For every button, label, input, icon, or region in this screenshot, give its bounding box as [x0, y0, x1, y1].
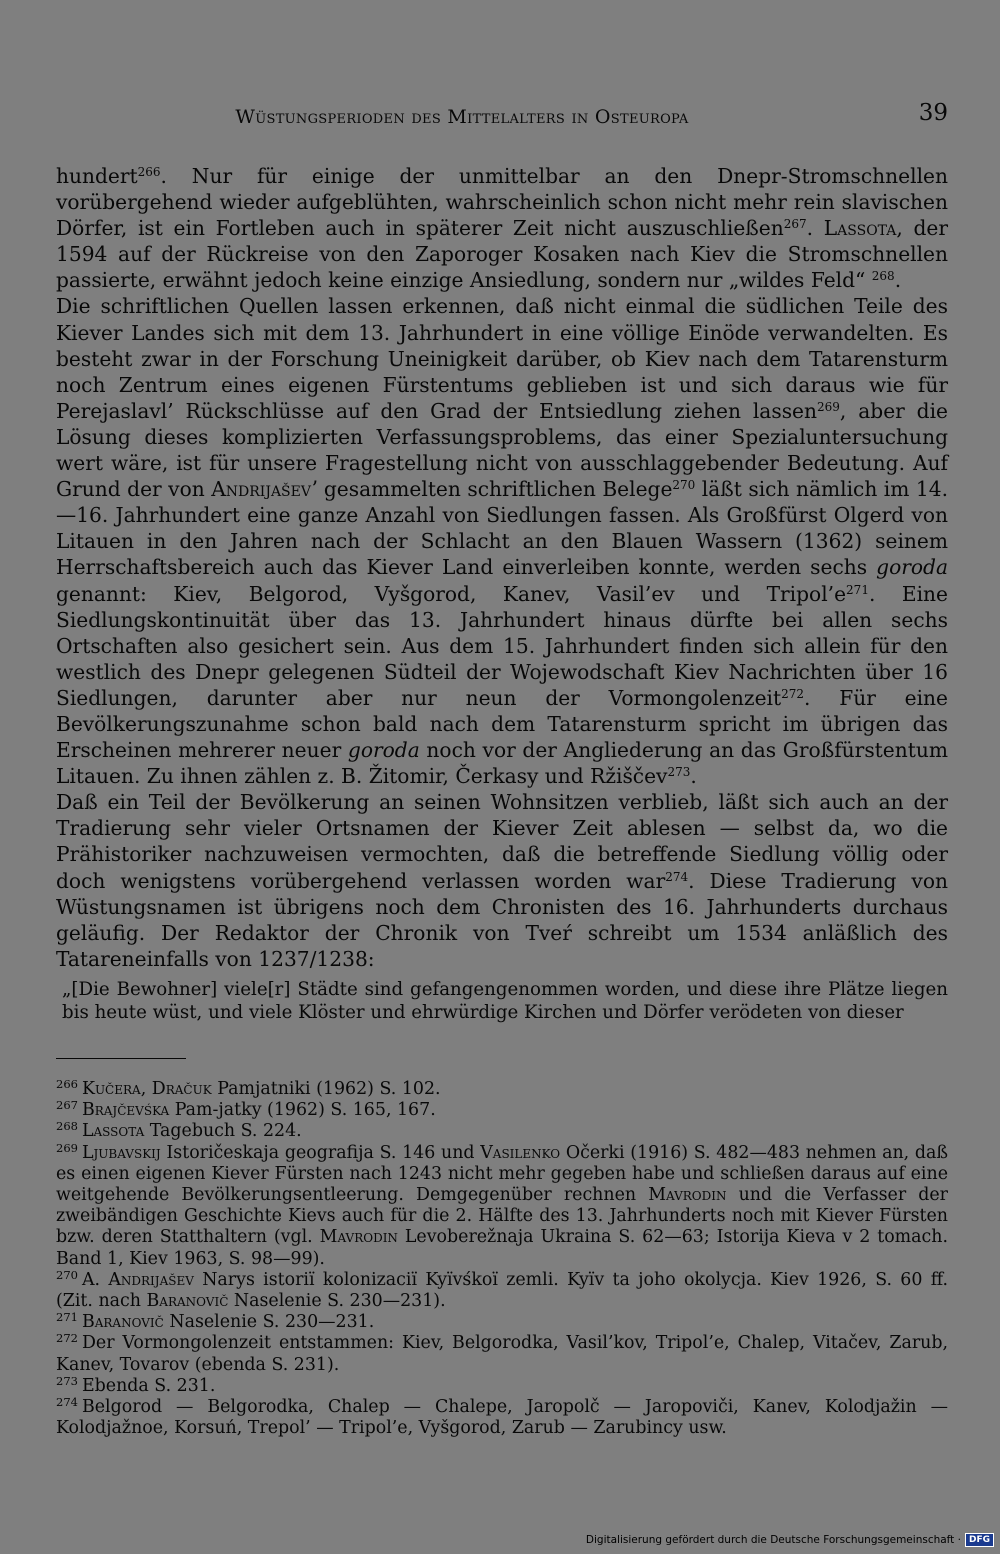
- footnote-ref-274: 274: [665, 869, 689, 884]
- footnote-ref-272: 272: [781, 686, 804, 701]
- paragraph-1: hundert$^{266}$. Nur für einige der unmittelbar an den Dnepr-Stromschnellen vorübergehend wieder aufgeblühten, wahrscheinlich schon nicht mehr rein slavischen Dörfer, ist ein Fortleben auch in späterer Zeit nicht auszuschließen$^{267}$. Lassota, der 1594 auf der Rückreise von den Zaporoger Kosaken nach Kiev die Stromschnellen passierte, erwähnt jedoch keine einzige Ansiedlung, sondern nur „wildes Feld“ $^{268}$.: [56, 164, 949, 293]
- footnote-ref-273: 273: [667, 765, 691, 780]
- italic-term: goroda: [347, 738, 420, 763]
- author-name: Andrijaševʼ: [211, 477, 318, 502]
- footnote-267: $^{267}$ Brajčevśka Pam-jatky (1962) S. 165, 167.: [56, 1098, 436, 1121]
- footnote-268: $^{268}$ Lassota Tagebuch S. 224.: [56, 1119, 302, 1142]
- footnotes: [56, 1079, 948, 1439]
- author-name: Lassota: [823, 216, 897, 241]
- footnote-ref-269: 269: [817, 399, 840, 414]
- main-text: [56, 163, 948, 1024]
- footnote-274: $^{274}$ Belgorod — Belgorodka, Chalep — Chalepe, Jaropolč — Jaropoviči, Kanev, Kolodjažin — Kolodjažnoe, Korsuń, Trepol’ — Tripol’e, Vyšgorod, Zarub — Zarubincy usw.: [56, 1395, 948, 1439]
- footnote-271: $^{271}$ Baranovič Naselenie S. 230—231.: [56, 1310, 375, 1333]
- page-header: [56, 100, 948, 134]
- footnote-ref-266: 266: [137, 165, 161, 179]
- footnote-ref-271: 271: [846, 582, 869, 597]
- footnote-ref-270: 270: [672, 478, 696, 493]
- digitization-credit: [586, 1532, 994, 1548]
- block-quote: „[Die Bewohner] viele[r] Städte sind gefangengenommen worden, und diese ihre Plätze liegen bis heute wüst, und viele Klöster und ehrwürdige Kirchen und Dörfer verödeten von dieser: [62, 978, 948, 1023]
- running-title: Wüstungsperioden des Mittelalters in Osteuropa: [235, 106, 689, 128]
- footnote-266: $^{266}$ Kučera, Dračuk Pamjatniki (1962) S. 102.: [56, 1077, 441, 1099]
- paragraph-3: Daß ein Teil der Bevölkerung an seinen Wohnsitzen verblieb, läßt sich auch an der Tradierung sehr vieler Ortsnamen der Kiever Zeit ablesen — selbst da, wo die Prähistoriker nachzuweisen vermochten, daß die betreffende Siedlung völlig oder doch wenigstens vorübergehend verlassen worden war$^{274}$. Diese Tradierung von Wüstungsnamen ist übrigens noch dem Chronisten des 16. Jahrhunderts durchaus geläufig. Der Redaktor der Chronik von Tveŕ schreibt um 1534 anläßlich des Tatareneinfalls von 1237/1238:: [56, 790, 948, 971]
- footnote-272: $^{272}$ Der Vormongolenzeit entstammen: Kiev, Belgorodka, Vasil’kov, Tripol’e, Chalep, Vitačev, Zarub, Kanev, Tovarov (ebenda S. 231).: [56, 1331, 948, 1375]
- footnote-269: $^{269}$ Ljubavskij Istoričeskaja geografija S. 146 und Vasilenko Očerki (1916) S. 482—483 nehmen an, daß es einen eigenen Kiever Fürsten nach 1243 nicht mehr gegeben habe und schließen daraus auf eine weitgehende Bevölkerungsentleerung. Demgegenüber rechnen Mavrodin und die Verfasser der zweibändigen Geschichte Kievs auch für die 2. Hälfte des 13. Jahrhunderts noch mit Kiever Fürsten bzw. deren Statthaltern (vgl. Mavrodin Levoberežnaja Ukraina S. 62—63; Istorija Kieva v 2 tomach. Band 1, Kiev 1963, S. 98—99).: [56, 1140, 949, 1269]
- credit-text: Digitalisierung gefördert durch die Deutsche Forschungsgemeinschaft ·: [585, 1534, 961, 1546]
- page-number: 39: [918, 100, 948, 126]
- paragraph-2: Die schriftlichen Quellen lassen erkennen, daß nicht einmal die südlichen Teile des Kiever Landes sich mit dem 13. Jahrhundert in eine völlige Einöde verwandelten. Es besteht zwar in der Forschung Uneinigkeit darüber, ob Kiev nach dem Tatarensturm noch Zentrum eines eigenen Fürstentums geblieben ist und sich daraus wie für Perejaslavl’ Rückschlüsse auf den Grad der Entsiedlung ziehen lassen$^{269}$, aber die Lösung dieses komplizierten Verfassungsproblems, das einer Spezialuntersuchung wert wäre, ist für unsere Fragestellung nicht von ausschlaggebender Bedeutung. Auf Grund der von Andrijaševʼ gesammelten schriftlichen Belege$^{270}$ läßt sich nämlich im 14.—16. Jahrhundert eine ganze Anzahl von Siedlungen fassen. Als Großfürst Olgerd von Litauen in den Jahren nach der Schlacht an den Blauen Wassern (1362) seinem Herrschaftsbereich auch das Kiever Land einverleiben konnte, werden sechs goroda genannt: Kiev, Belgorod, Vyšgorod, Kanev, Vasil’ev und $Tripol’e^{271}$. Eine Siedlungskontinuität über das 13. Jahrhundert hinaus dürfte bei allen sechs Ortschaften also gesichert sein. Aus dem 15. Jahrhundert finden sich allein für den westlich des Dnepr gelegenen Südteil der Wojewodschaft Kiev Nachrichten über 16 Siedlungen, darunter aber nur neun der Vormongolenzeit$^{272}$. Für eine Bevölkerungszunahme schon bald nach dem Tatarensturm spricht im übrigen das Erscheinen mehrerer neuer goroda noch vor der Angliederung an das Großfürstentum Litauen. Zu ihnen zählen z. B. Žitomir, Čerkasy und Ržiščev$^{273}$.: [56, 294, 949, 789]
- italic-term: goroda: [876, 555, 948, 580]
- footnote-273: $^{273}$ Ebenda S. 231.: [56, 1373, 216, 1396]
- dfg-logo-icon: DFG: [965, 1533, 994, 1547]
- footnote-270: $^{270}$ A. Andrijašev Narys istoriï kolonizaciï Kyïvśkoï zemli. Kyïv ta joho okolycja. Kiev 1926, S. 60 ff. (Zit. nach Baranovič Naselenie S. 230—231).: [56, 1267, 948, 1312]
- footnote-ref-268: 268: [871, 269, 895, 284]
- footnote-ref-267: 267: [783, 217, 807, 232]
- footnote-divider: [56, 1058, 186, 1059]
